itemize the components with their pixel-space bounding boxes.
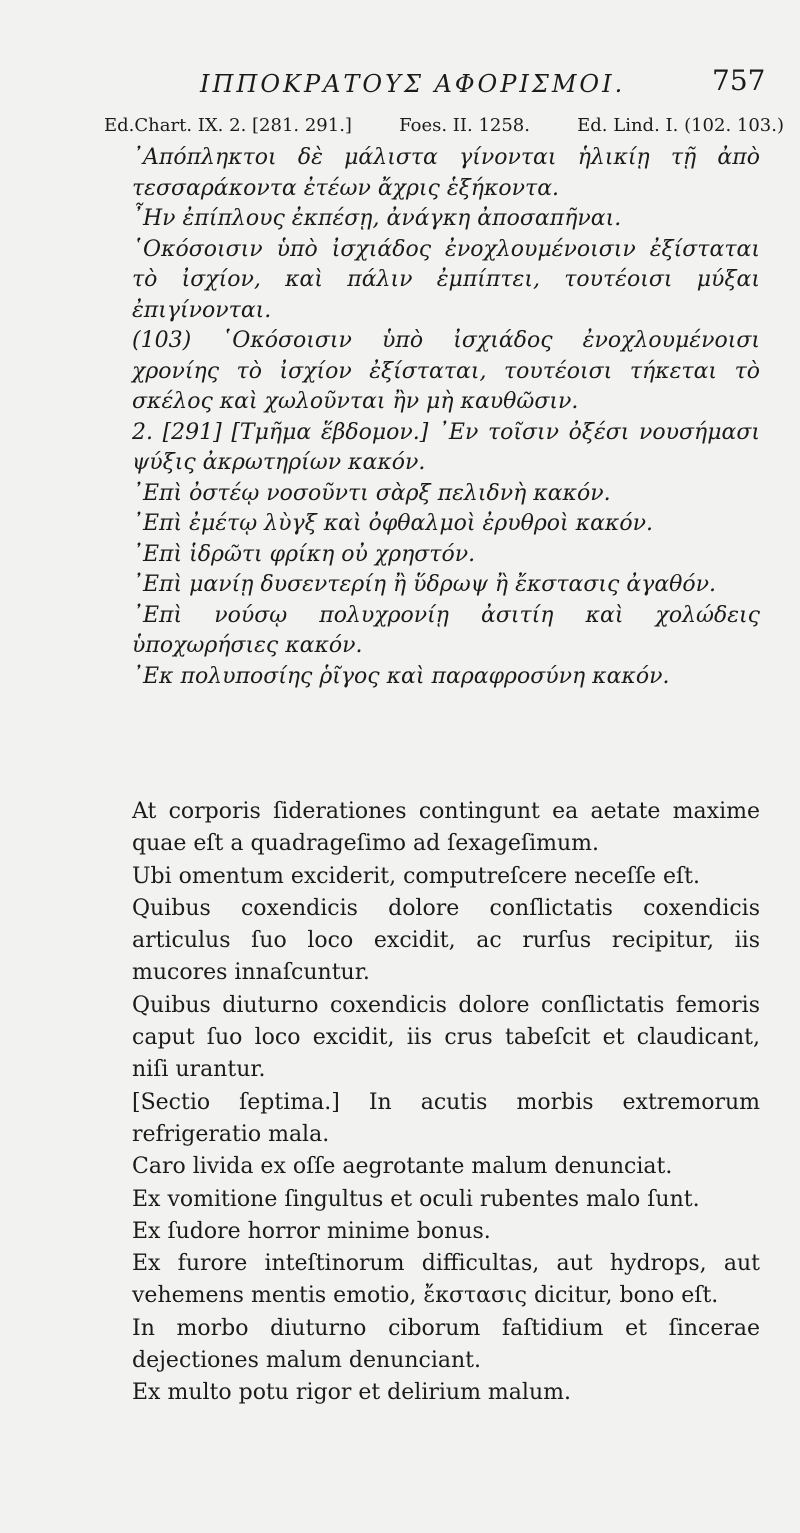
- latin-aphorism: Caro livida ex oſſe aegrotante malum denunciat.: [132, 1154, 673, 1180]
- greek-aphorism: 2. [291] [Τμῆμα ἕβδομον.] ᾿Εν τοῖσιν ὀξέσι νουσήμασι ψύξις ἀκρωτηρίων κακόν.: [132, 419, 760, 475]
- running-head-title: ΙΠΠΟΚΡΑΤΟΥΣ ΑΦΟΡΙΣΜΟΙ.: [200, 70, 626, 98]
- ref-linden: Ed. Lind. I. (102. 103.): [577, 115, 784, 136]
- latin-aphorism: Ex ſudore horror minime bonus.: [132, 1218, 491, 1244]
- latin-aphorism: At corporis ſiderationes contingunt ea aetate maxime quae eſt a quadrageſimo ad ſexageſimum.: [132, 799, 760, 857]
- greek-aphorism: ᾿Επὶ ὀστέῳ νοσοῦντι σὰρξ πελιδνὴ κακόν.: [132, 480, 611, 506]
- ref-chartier: Ed.Chart. IX. 2. [281. 291.]: [104, 115, 352, 136]
- latin-translation-block: [132, 796, 760, 1410]
- greek-text-block: [132, 143, 760, 692]
- latin-aphorism: Quibus coxendicis dolore conſlictatis coxendicis articulus ſuo loco excidit, ac rurſus recipitur, iis mucores innaſcuntur.: [132, 895, 760, 986]
- latin-aphorism: Quibus diuturno coxendicis dolore conſlictatis femoris caput ſuo loco excidit, iis crus tabeſcit et claudicant, niſi urantur.: [132, 992, 760, 1083]
- ref-foes: Foes. II. 1258.: [399, 115, 530, 136]
- greek-aphorism: ᾿Επὶ μανίῃ δυσεντερίη ἢ ὕδρωψ ἢ ἔκστασις ἀγαθόν.: [132, 572, 717, 597]
- greek-aphorism: ᾿Εκ πολυποσίης ῥῖγος καὶ παραφροσύνη κακόν.: [132, 663, 670, 689]
- edition-references: [104, 115, 784, 136]
- greek-aphorism: ᾿Επὶ ἐμέτῳ λὺγξ καὶ ὀφθαλμοὶ ἐρυθροὶ κακόν.: [132, 511, 653, 536]
- page-number: 757: [712, 64, 766, 97]
- greek-aphorism: ᾿Επὶ ἱδρῶτι φρίκη οὐ χρηστόν.: [132, 541, 476, 567]
- greek-aphorism: ᾿Επὶ νούσῳ πολυχρονίῃ ἀσιτίη καὶ χολώδεις ὑποχωρήσιες κακόν.: [132, 602, 760, 658]
- latin-aphorism: Ex multo potu rigor et delirium malum.: [132, 1380, 571, 1406]
- latin-aphorism: In morbo diuturno ciborum faſtidium et ſincerae dejectiones malum denunciant.: [132, 1315, 760, 1374]
- latin-aphorism: Ex vomitione ſingultus et oculi rubentes malo ſunt.: [132, 1186, 700, 1212]
- latin-aphorism: Ubi omentum exciderit, computreſcere neceſſe eſt.: [132, 863, 700, 889]
- greek-aphorism: ῏Ην ἐπίπλους ἐκπέσῃ, ἀνάγκη ἀποσαπῆναι.: [132, 206, 622, 231]
- greek-aphorism: ῾Οκόσοισιν ὑπὸ ἰσχιάδος ἐνοχλουμένοισιν ἐξίσταται τὸ ἰσχίον, καὶ πάλιν ἐμπίπτει, τουτέοισι μύξαι ἐπιγίνονται.: [132, 236, 760, 323]
- latin-aphorism: Ex furore inteſtinorum difficultas, aut hydrops, aut vehemens mentis emotio, ἔκστασις dicitur, bono eſt.: [132, 1251, 760, 1309]
- greek-aphorism: (103) ῾Οκόσοισιν ὑπὸ ἰσχιάδος ἐνοχλουμένοισι χρονίης τὸ ἰσχίον ἐξίσταται, τουτέοισι τήκεται τὸ σκέλος καὶ χωλοῦνται ἢν μὴ καυθῶσιν.: [132, 328, 760, 414]
- greek-aphorism: ᾿Απόπληκτοι δὲ μάλιστα γίνονται ἡλικίῃ τῇ ἀπὸ τεσσαράκοντα ἐτέων ἄχρις ἑξήκοντα.: [132, 145, 760, 201]
- latin-aphorism: [Sectio ſeptima.] In acutis morbis extremorum refrigeratio mala.: [132, 1089, 760, 1147]
